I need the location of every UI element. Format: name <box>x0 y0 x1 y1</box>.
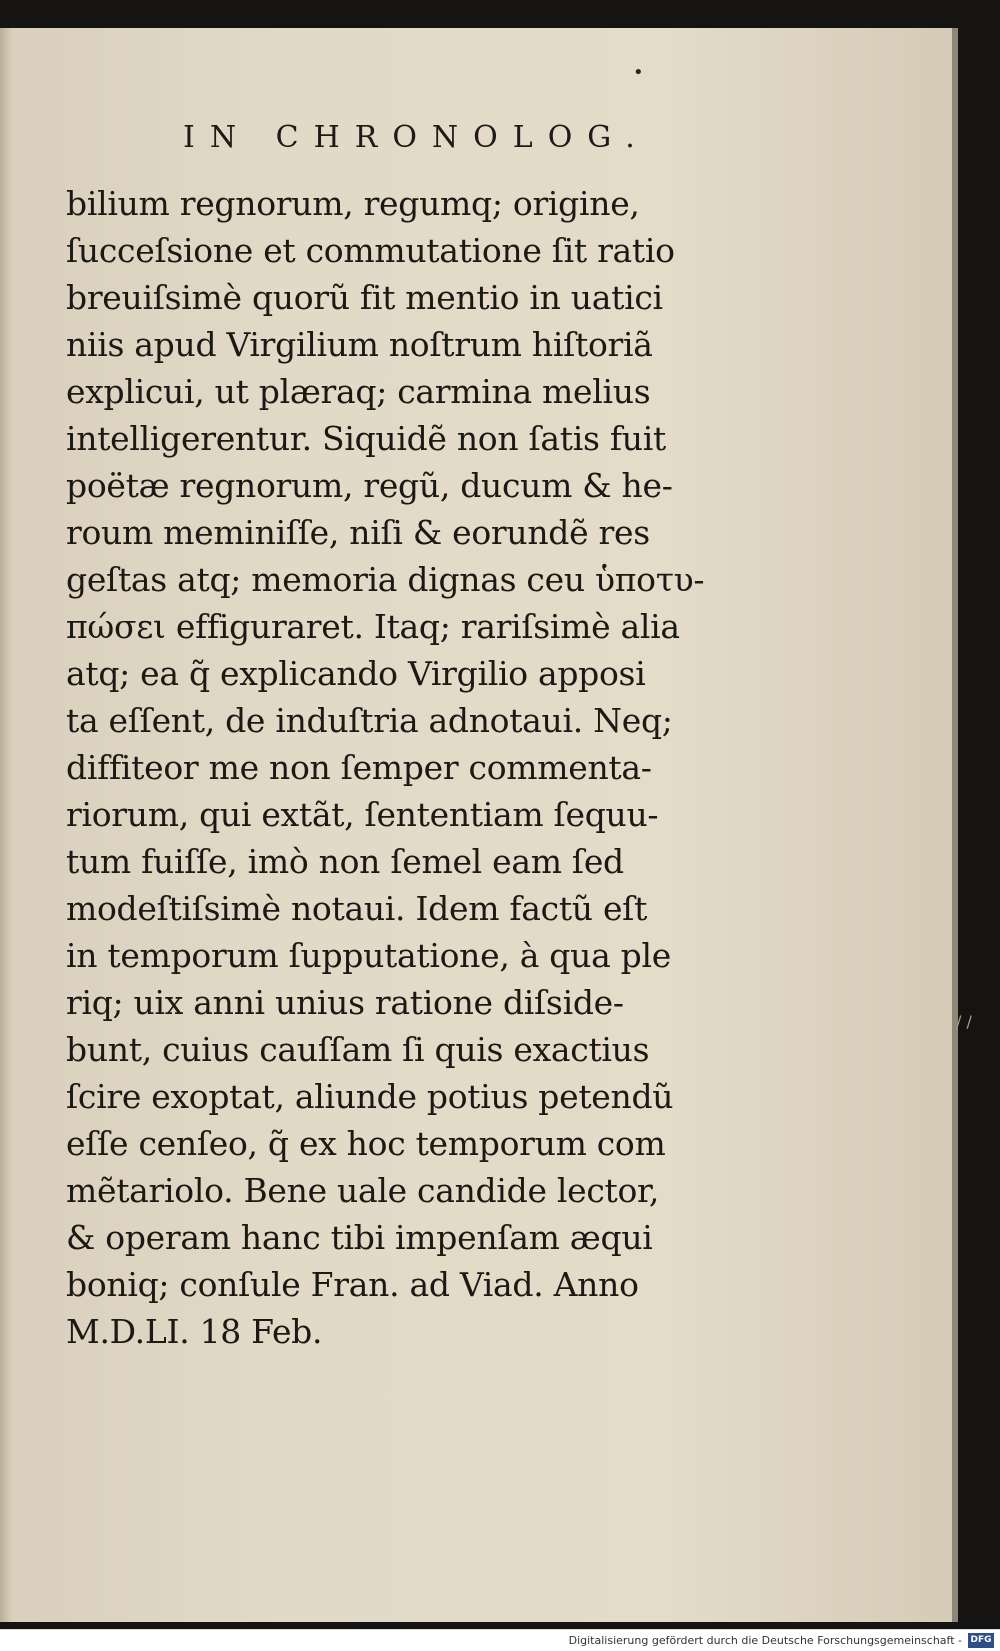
text-line: & operam hanc tibi impenſam æqui <box>66 1218 653 1257</box>
footer-credit: Digitalisierung gefördert durch die Deutsche Forschungsgemeinschaft - <box>568 1634 962 1647</box>
text-line: diffiteor me non ſemper commenta- <box>66 748 652 787</box>
text-line: riq; uix anni unius ratione diſside- <box>66 983 624 1022</box>
text-line: geſtas atq; memoria dignas ceu ὑποτυ- <box>66 560 705 599</box>
text-line: boniq; conſule Fran. ad Viad. Anno <box>66 1265 639 1304</box>
text-line: poëtæ regnorum, regũ, ducum & he- <box>66 466 673 505</box>
text-line: bunt, cuius cauſſam ſi quis exactius <box>66 1030 650 1069</box>
text-line: modeſtiſsimè notaui. Idem factũ eſt <box>66 889 648 928</box>
text-line: explicui, ut plæraq; carmina melius <box>66 372 651 411</box>
text-line: mẽtariolo. Bene uale candide lector, <box>66 1171 660 1210</box>
text-line: M.D.LI. 18 Feb. <box>66 1312 323 1351</box>
text-line: eſſe cenſeo, q̃ ex hoc temporum com <box>66 1124 666 1163</box>
text-line: riorum, qui extãt, ſententiam ſequu- <box>66 795 659 834</box>
text-line: tum fuiſſe, imò non ſemel eam ſed <box>66 842 624 881</box>
text-line: niis apud Virgilium noſtrum hiſtoriã <box>66 325 653 364</box>
text-line: intelligerentur. Siquidẽ non ſatis fuit <box>66 419 666 458</box>
text-line: bilium regnorum, regumq; origine, <box>66 184 640 223</box>
text-line: roum meminiſſe, niſi & eorundẽ res <box>66 513 650 552</box>
text-line: ſcire exoptat, aliunde potius petendũ <box>66 1077 674 1116</box>
digitization-footer <box>0 1629 1000 1651</box>
page-binding-shadow <box>0 28 12 1622</box>
text-line: ſucceſsione et commutatione ſit ratio <box>66 231 675 270</box>
book-page <box>0 28 958 1622</box>
text-line: atq; ea q̃ explicando Virgilio apposi <box>66 654 646 693</box>
text-line: πώσει effiguraret. Itaq; rariſsimè alia <box>66 607 680 646</box>
text-line: in temporum ſupputatione, à qua ple <box>66 936 671 975</box>
running-head: IN CHRONOLOG. <box>183 120 650 155</box>
page-mark: • <box>633 62 644 83</box>
body-text <box>66 180 766 1355</box>
dfg-logo: DFG <box>968 1633 994 1648</box>
text-line: ta eſſent, de induſtria adnotaui. Neq; <box>66 701 673 740</box>
text-line: breuiſsimè quorũ fit mentio in uatici <box>66 278 663 317</box>
margin-mark: / / <box>956 1012 972 1031</box>
